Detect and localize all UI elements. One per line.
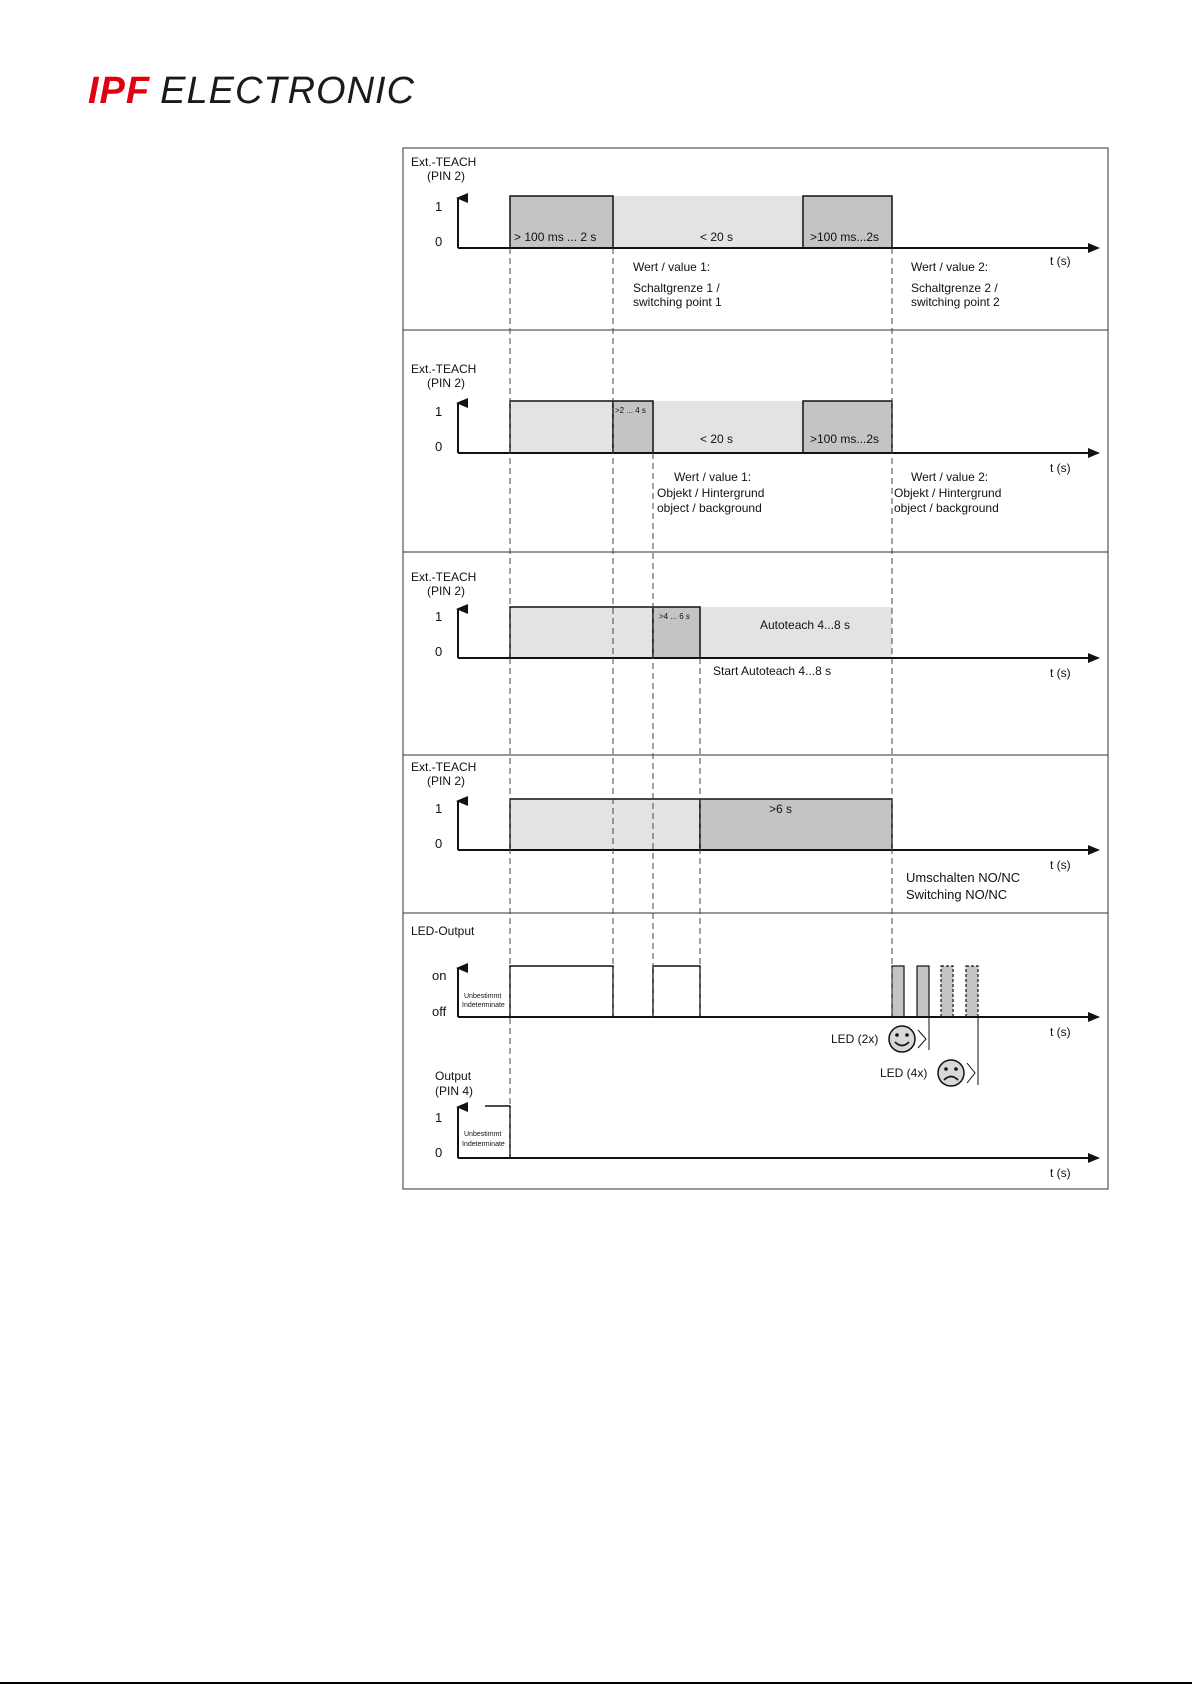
value-note: Objekt / Hintergrund: [894, 486, 1002, 500]
happy-face-icon: [889, 1026, 915, 1052]
segment-label: >2 ... 4 s: [615, 406, 646, 415]
value-note: switching point 2: [911, 295, 1000, 309]
value-note: Schaltgrenze 1 /: [633, 281, 720, 295]
logo-word: ELECTRONIC: [160, 70, 416, 112]
pulse-light: [510, 607, 653, 658]
segment-label: >100 ms...2s: [810, 230, 880, 244]
led-blink-optional: [966, 966, 978, 1017]
value-note: Wert / value 1:: [674, 470, 752, 484]
signal-pin: (PIN 2): [427, 169, 466, 183]
signal-label: Ext.-TEACH: [411, 570, 477, 584]
sad-face-icon: [938, 1060, 964, 1086]
indeterminate-label: Unbestimmt: [464, 1131, 502, 1138]
value-note: Wert / value 1:: [633, 260, 711, 274]
led-good-label: LED (2x): [831, 1032, 879, 1046]
output-label: Output: [435, 1069, 472, 1083]
level-low: 0: [435, 234, 443, 249]
pulse-dark: [700, 799, 892, 850]
segment-label: >100 ms...2s: [810, 432, 880, 446]
signal-pin: (PIN 2): [427, 584, 466, 598]
signal-label: Ext.-TEACH: [411, 362, 477, 376]
value-note: Schaltgrenze 2 /: [911, 281, 998, 295]
output-pin: (PIN 4): [435, 1084, 474, 1098]
logo-brand: IPF: [88, 70, 151, 112]
segment-label: Autoteach 4...8 s: [760, 618, 851, 632]
level-high: 1: [435, 199, 443, 214]
signal-pin: (PIN 2): [427, 774, 466, 788]
switch-note: Switching NO/NC: [906, 887, 1008, 902]
segment-label: >6 s: [769, 802, 793, 816]
axis-label: t (s): [1050, 858, 1071, 872]
autoteach-region: [700, 607, 892, 658]
pulse-light: [510, 799, 700, 850]
indeterminate-label: Unbestimmt: [464, 993, 502, 1000]
led-pulse: [510, 966, 613, 1017]
axis-label: t (s): [1050, 461, 1071, 475]
value-note: object / background: [894, 501, 999, 515]
axis-label: t (s): [1050, 254, 1071, 268]
level-on: on: [432, 968, 447, 983]
level-off: off: [432, 1004, 447, 1019]
segment-label: >4 ... 6 s: [659, 612, 690, 621]
out-level-low: 0: [435, 1145, 443, 1160]
value-note: Start Autoteach 4...8 s: [713, 664, 832, 678]
led-blink-optional: [941, 966, 953, 1017]
segment-label: < 20 s: [700, 432, 734, 446]
level-high: 1: [435, 404, 443, 419]
led-blink: [917, 966, 929, 1017]
level-low: 0: [435, 439, 443, 454]
signal-pin: (PIN 2): [427, 376, 466, 390]
value-note: Objekt / Hintergrund: [657, 486, 765, 500]
segment-label: < 20 s: [700, 230, 734, 244]
led-blink: [892, 966, 904, 1017]
out-level-high: 1: [435, 1110, 443, 1125]
segment-label: > 100 ms ... 2 s: [514, 230, 597, 244]
level-low: 0: [435, 836, 443, 851]
level-high: 1: [435, 801, 443, 816]
indeterminate-label: Indeterminate: [462, 1002, 505, 1009]
value-note: switching point 1: [633, 295, 722, 309]
indeterminate-label: Indeterminate: [462, 1141, 505, 1148]
led-title: LED-Output: [411, 924, 475, 938]
axis-label: t (s): [1050, 666, 1071, 680]
led-pulse: [653, 966, 700, 1017]
level-low: 0: [435, 644, 443, 659]
pulse-1-light: [510, 401, 613, 453]
axis-label: t (s): [1050, 1166, 1071, 1180]
level-high: 1: [435, 609, 443, 624]
signal-label: Ext.-TEACH: [411, 155, 477, 169]
value-note: object / background: [657, 501, 762, 515]
led-bad-label: LED (4x): [880, 1066, 928, 1080]
signal-label: Ext.-TEACH: [411, 760, 477, 774]
switch-note: Umschalten NO/NC: [906, 870, 1021, 885]
value-note: Wert / value 2:: [911, 470, 989, 484]
page-bottom-rule: [0, 1682, 1192, 1684]
value-note: Wert / value 2:: [911, 260, 989, 274]
axis-label: t (s): [1050, 1025, 1071, 1039]
